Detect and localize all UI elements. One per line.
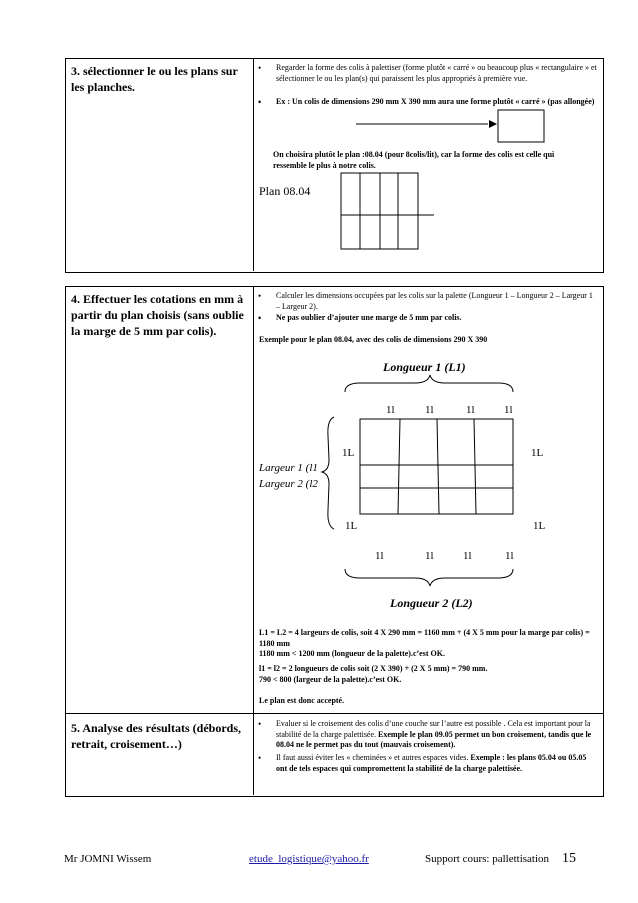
bottom-label-2: 1l [425,550,434,562]
left-brace [322,417,334,529]
section4-bullet1-text: Calculer les dimensions occupées par les colis sur la palette (Longueur 1 – Longueur 2 – Largeur 1 – Largeur 2). [276,291,593,311]
footer-email[interactable]: etude_logistique@yahoo.fr [249,853,369,865]
palette-col-line [474,419,476,514]
section4-title: 4. Effectuer les cotations en mm à partir du plan choisis (sans oublie la marge de 5 mm par colis). [71,292,244,338]
palette-col-line [398,419,400,514]
top-brace [345,375,513,392]
bottom-label-3: 1l [463,550,472,562]
bottom-brace [345,569,513,586]
right-L-top: 1L [531,447,544,459]
section5-bullet1-bold: Exemple le plan 09.05 permet un bon croisement, tandis que le 08.04 ne le permet pas du tout (mauvais croisement). [276,729,592,749]
bullet-icon: • [258,63,262,73]
section5-bullet1-text [276,719,598,751]
palette-col-line [437,419,439,514]
palette-rectangle [360,419,513,514]
right-L-bottom: 1L [533,520,546,532]
footer-author: Mr JOMNI Wissem [64,853,152,865]
largeur2-label: Largeur 2 (l2 [259,478,318,490]
calc2 [259,664,599,685]
section4-bullet2-text: Ne pas oublier d’ajouter une marge de 5 mm par colis. [276,313,462,322]
section5-bullet1-plain: Evaluer si le croisement des colis d’une couche sur l’autre est possible . Cela est important pour la stabilité de la charge palettisée. [276,719,591,739]
bullet-icon: • [258,753,262,763]
longueur2-label: Longueur 2 (L2) [390,596,473,610]
section5-title: 5. Analyse des résultats (débords, retrait, croisement…) [71,721,242,751]
left-L-top: 1L [342,447,355,459]
section4-example: Exemple pour le plan 08.04, avec des colis de dimensions 290 X 390 [259,335,488,344]
page-number: 15 [562,851,576,866]
calc2-line1: l1 = l2 = 2 longueurs de colis soit (2 X 390) + (2 X 5 mm) = 790 mm. [259,664,488,673]
bullet-icon: • [258,719,262,729]
bottom-label-4: 1l [505,550,514,562]
bullet-icon: • [258,313,262,323]
calc1-line1: L1 = L2 = 4 largeurs de colis, soit 4 X 290 mm = 1160 mm + (4 X 5 mm pour la marge par colis) = 1180 mm [259,628,590,648]
top-label-1: 1l [386,404,395,416]
footer-course: Support cours: pallettisation [425,853,550,865]
longueur1-label: Longueur 1 (L1) [383,360,466,374]
bottom-label-1: 1l [375,550,384,562]
calc2-line2: 790 < 800 (largeur de la palette).c’est OK. [259,674,402,684]
bullet-icon: • [258,97,262,107]
plan-accepted: Le plan est donc accepté. [259,696,345,705]
section5-bullet2-text [276,753,598,774]
left-L-bottom: 1L [345,520,358,532]
calc1 [259,628,599,660]
section5-bullet2-plain: Il faut aussi éviter les « cheminées » et autres espaces vides. [276,753,469,762]
section3-bullet1-text: Regarder la forme des colis à palettiser (forme plutôt « carré » ou beaucoup plus « rectangulaire » et sélectionner le ou les plan(s) qui paraissent les plus appropriés à première vue. [276,63,597,83]
plan-label: Plan 08.04 [259,184,311,198]
section3-bullet2-text: Ex : Un colis de dimensions 290 mm X 390 mm aura une forme plutôt « carré » (pas allongée) [276,97,595,106]
section5-bullet2-bold: Exemple : les plans 05.04 ou 05.05 ont de tels espaces qui compromettent la stabilité de la charge palettisée. [276,753,587,773]
top-label-2: 1l [425,404,434,416]
calc1-line2: 1180 mm < 1200 mm (longueur de la palette).c’est OK. [259,649,445,658]
top-label-3: 1l [466,404,475,416]
section3-choice: On choisira plutôt le plan :08.04 (pour 8colis/lit), car la forme des colis est celle qui ressemble le plus à notre colis. [273,150,555,170]
bullet-icon: • [258,291,262,301]
section3-title: 3. sélectionner le ou les plans sur les planches. [71,64,238,94]
largeur1-label: Largeur 1 (l1 [259,462,318,474]
top-label-4: 1l [504,404,513,416]
